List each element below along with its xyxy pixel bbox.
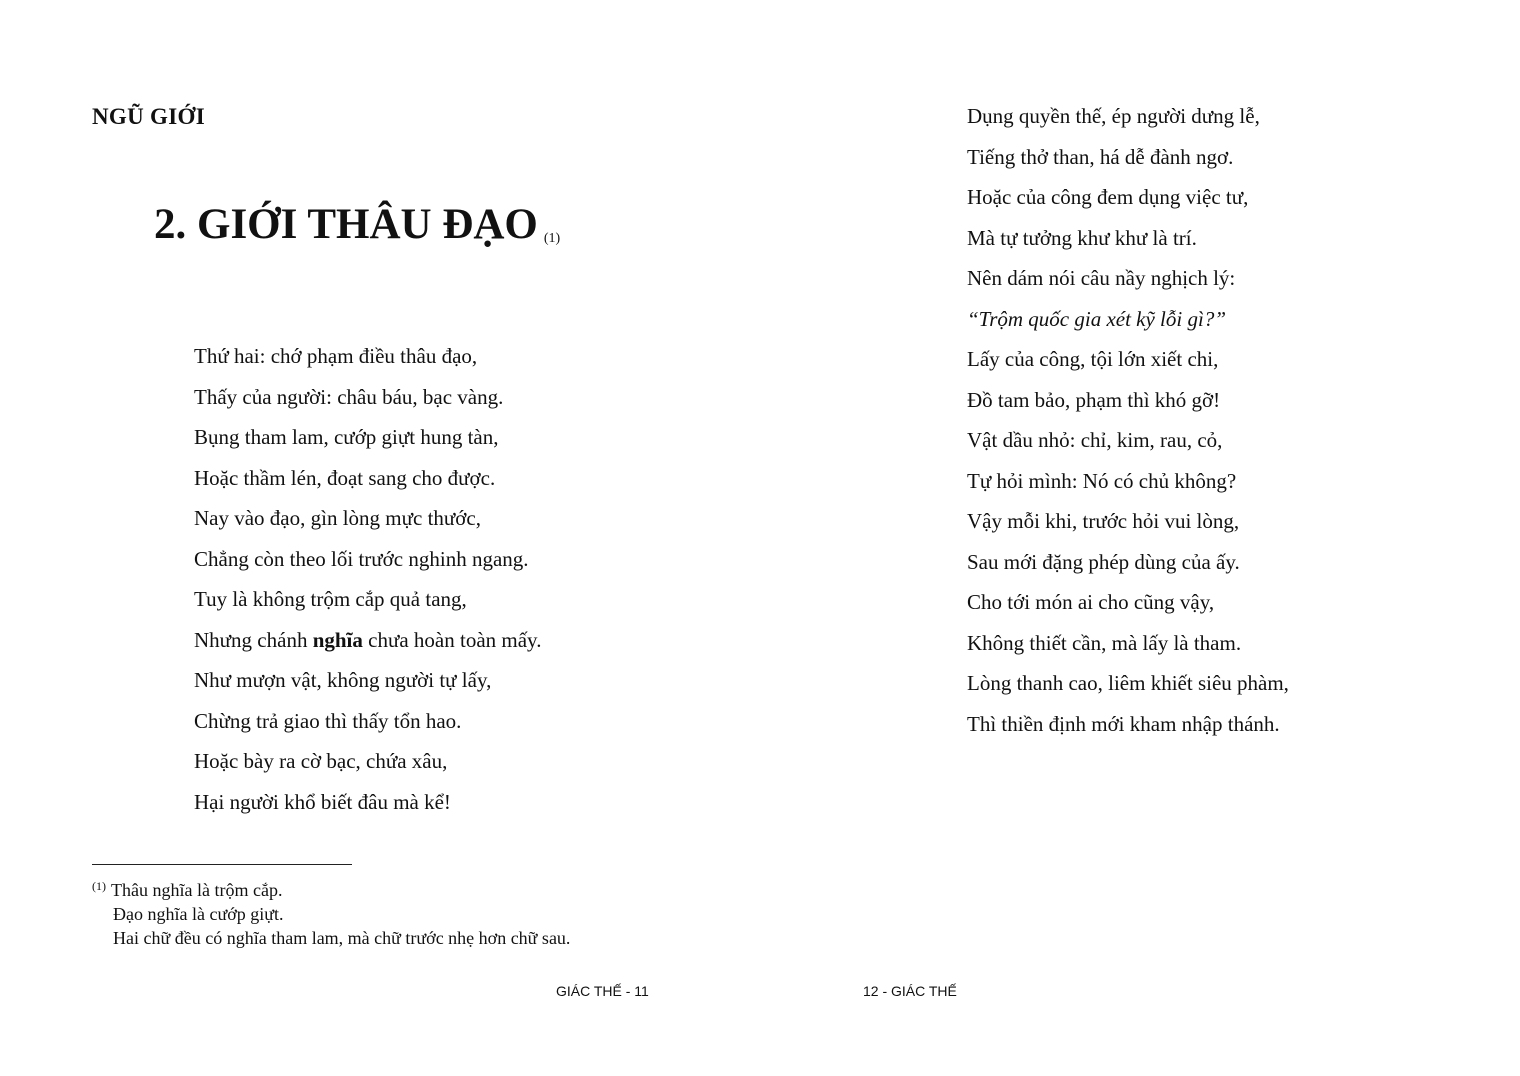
footnote-divider [92,864,352,865]
verse-line: Như mượn vật, không người tự lấy, [194,668,492,692]
verse-line: Tự hỏi mình: Nó có chủ không? [967,468,1237,493]
footnote-line [92,874,570,902]
verse-line: Chừng trả giao thì thấy tổn hao. [194,708,462,733]
verse-text: Nhưng chánh [194,627,313,652]
verse-line: Lòng thanh cao, liêm khiết siêu phàm, [967,671,1289,695]
verse-line: Hoặc thầm lén, đoạt sang cho được. [194,465,496,490]
verse-block-right [967,100,1289,748]
verse-line [194,624,541,665]
footnote-reference: (1) [543,231,561,246]
footnote-line: Hai chữ đều có nghĩa tham lam, mà chữ trước nhẹ hơn chữ sau. [113,928,571,948]
verse-line: Tuy là không trộm cắp quả tang, [194,587,467,611]
page-number-left: GIÁC THẾ - 11 [556,983,649,999]
verse-line: Mà tự tưởng khư khư là trí. [967,225,1197,250]
verse-line: Chẳng còn theo lối trước nghinh ngang. [194,546,529,571]
page-number-right: 12 - GIÁC THẾ [863,983,957,999]
verse-line: Tiếng thở than, há dễ đành ngơ. [967,144,1234,169]
verse-line: Hại người khổ biết đâu mà kể! [194,789,451,814]
verse-text: chưa hoàn toàn mấy. [362,627,542,652]
verse-line: Không thiết cần, mà lấy là tham. [967,630,1242,655]
verse-emphasis: nghĩa [312,627,363,652]
verse-line: Nay vào đạo, gìn lòng mực thước, [194,506,481,530]
verse-line: Lấy của công, tội lớn xiết chi, [967,347,1219,371]
verse-line: Thứ hai: chớ phạm điều thâu đạo, [194,344,478,368]
verse-line: Dụng quyền thế, ép người dưng lễ, [967,104,1260,128]
verse-line: Vật dầu nhỏ: chỉ, kim, rau, cỏ, [967,428,1223,452]
chapter-title [154,200,560,249]
footnote-text: Thâu nghĩa là trộm cắp. [111,880,283,900]
footnote-line: Đạo nghĩa là cướp giựt. [113,904,284,924]
footnote-mark: (1) [92,879,106,893]
running-head: NGŨ GIỚI [92,104,205,129]
verse-line: Hoặc của công đem dụng việc tư, [967,185,1249,209]
verse-line: Đồ tam bảo, phạm thì khó gỡ! [967,387,1221,412]
verse-line: Nên dám nói câu nầy nghịch lý: [967,266,1236,290]
verse-line: Sau mới đặng phép dùng của ấy. [967,549,1240,574]
verse-block-left [194,340,541,826]
footnote [92,874,570,950]
verse-line: Thì thiền định mới kham nhập thánh. [967,711,1280,736]
verse-line-quote: “Trộm quốc gia xét kỹ lỗi gì?” [967,306,1226,331]
verse-line: Bụng tham lam, cướp giựt hung tàn, [194,425,499,449]
right-page [760,0,1520,1076]
verse-line: Hoặc bày ra cờ bạc, chứa xâu, [194,749,448,773]
verse-line: Cho tới món ai cho cũng vậy, [967,590,1215,614]
chapter-title-text: 2. GIỚI THÂU ĐẠO [154,201,538,248]
verse-line: Vậy mỗi khi, trước hỏi vui lòng, [967,509,1240,533]
verse-line: Thấy của người: châu báu, bạc vàng. [194,384,504,409]
